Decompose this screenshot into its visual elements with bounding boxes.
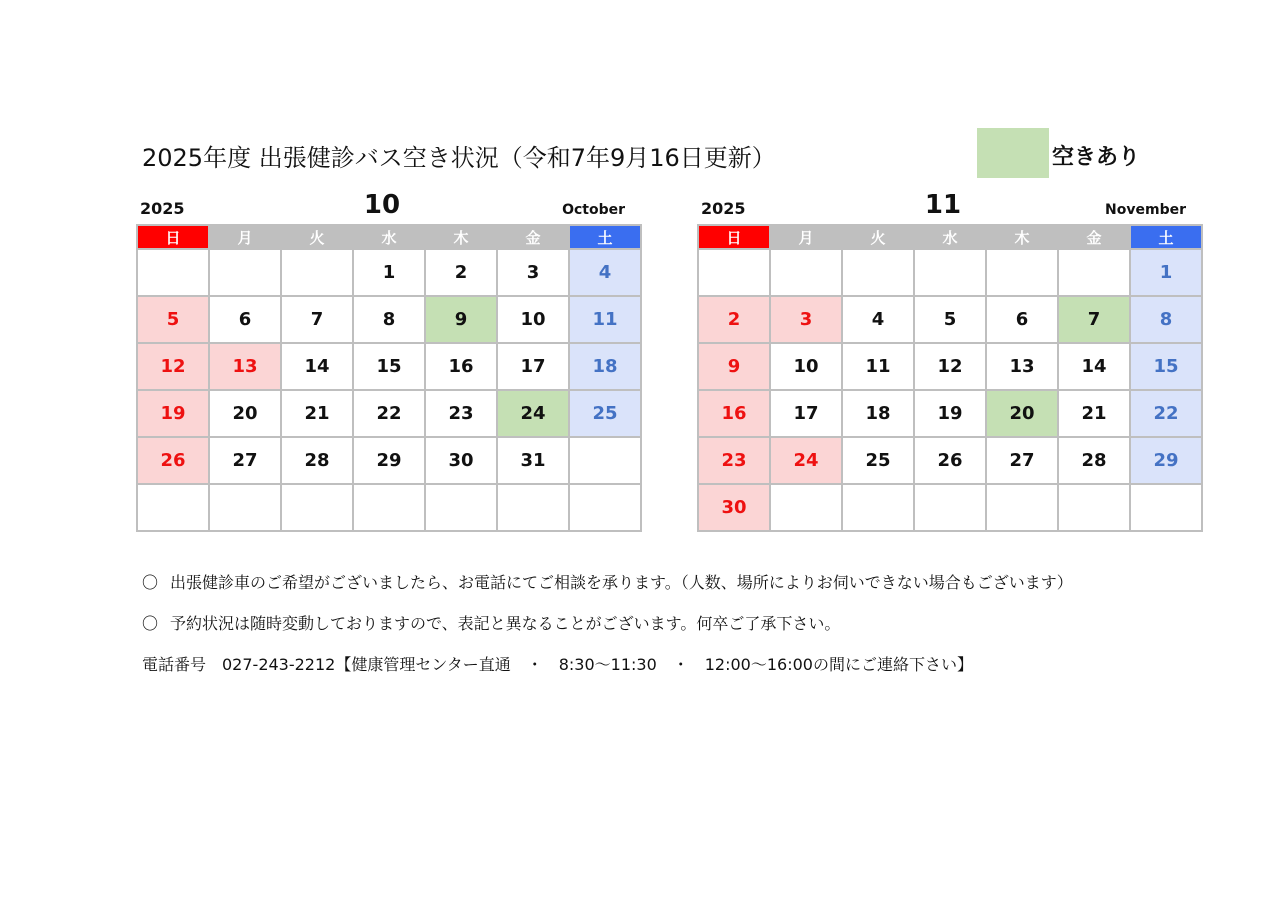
calendar-empty-cell bbox=[914, 484, 986, 531]
calendar-empty-cell bbox=[353, 484, 425, 531]
calendar-day: 1 bbox=[353, 249, 425, 296]
calendar-empty-cell bbox=[1058, 249, 1130, 296]
calendar-week-row bbox=[698, 249, 1202, 296]
contact-phone: 電話番号 027-243-2212【健康管理センター直通 ・ 8:30～11:30 ・ 12:00～16:00の間にご連絡下さい】 bbox=[142, 655, 973, 674]
calendar-day: 27 bbox=[986, 437, 1058, 484]
calendar-day: 21 bbox=[281, 390, 353, 437]
calendar-day: 16 bbox=[425, 343, 497, 390]
calendar-day: 29 bbox=[1130, 437, 1202, 484]
calendar-week-row bbox=[137, 249, 641, 296]
calendar-day: 4 bbox=[569, 249, 641, 296]
calendar-day: 18 bbox=[569, 343, 641, 390]
note-text: 出張健診車のご希望がございましたら、お電話にてご相談を承ります。（人数、場所によりお伺いできない場合もございます） bbox=[170, 573, 1073, 592]
calendar-day: 5 bbox=[137, 296, 209, 343]
calendar-day: 8 bbox=[353, 296, 425, 343]
calendar-day: 8 bbox=[1130, 296, 1202, 343]
calendar-empty-cell bbox=[497, 484, 569, 531]
calendar-day: 9 bbox=[425, 296, 497, 343]
calendar-day: 24 bbox=[770, 437, 842, 484]
calendar-day: 20 bbox=[209, 390, 281, 437]
calendar-week-row bbox=[137, 390, 641, 437]
calendar-day: 19 bbox=[137, 390, 209, 437]
calendar-october bbox=[136, 190, 628, 532]
calendar-empty-cell bbox=[569, 484, 641, 531]
legend-available-swatch bbox=[977, 128, 1049, 178]
calendar-empty-cell bbox=[770, 484, 842, 531]
calendar-year: 2025 bbox=[701, 199, 746, 218]
calendar-header bbox=[136, 190, 628, 224]
calendar-empty-cell bbox=[914, 249, 986, 296]
calendar-day: 11 bbox=[569, 296, 641, 343]
calendar-day: 26 bbox=[914, 437, 986, 484]
calendar-empty-cell bbox=[209, 484, 281, 531]
weekday-header: 木 bbox=[425, 225, 497, 249]
calendar-day: 23 bbox=[698, 437, 770, 484]
calendar-empty-cell bbox=[209, 249, 281, 296]
calendar-day: 21 bbox=[1058, 390, 1130, 437]
calendar-day: 4 bbox=[842, 296, 914, 343]
calendar-day: 22 bbox=[1130, 390, 1202, 437]
calendar-day: 15 bbox=[353, 343, 425, 390]
calendar-day: 18 bbox=[842, 390, 914, 437]
calendar-day: 17 bbox=[497, 343, 569, 390]
calendar-day: 14 bbox=[1058, 343, 1130, 390]
calendar-month-english: November bbox=[1105, 202, 1186, 218]
calendar-day: 22 bbox=[353, 390, 425, 437]
calendar-week-row bbox=[698, 484, 1202, 531]
calendar-empty-cell bbox=[569, 437, 641, 484]
bullet-circle-icon: 〇 bbox=[142, 614, 159, 633]
calendar-week-row bbox=[137, 296, 641, 343]
calendar-day: 7 bbox=[281, 296, 353, 343]
weekday-header: 木 bbox=[986, 225, 1058, 249]
calendar-day: 1 bbox=[1130, 249, 1202, 296]
calendar-day: 29 bbox=[353, 437, 425, 484]
calendar-day: 23 bbox=[425, 390, 497, 437]
calendar-empty-cell bbox=[986, 484, 1058, 531]
calendar-day: 26 bbox=[137, 437, 209, 484]
calendar-month: 11 bbox=[924, 190, 962, 220]
calendar-day: 5 bbox=[914, 296, 986, 343]
calendar-empty-cell bbox=[842, 484, 914, 531]
weekday-header: 金 bbox=[497, 225, 569, 249]
calendar-empty-cell bbox=[842, 249, 914, 296]
weekday-header: 金 bbox=[1058, 225, 1130, 249]
calendar-empty-cell bbox=[137, 484, 209, 531]
calendar-day: 12 bbox=[137, 343, 209, 390]
weekday-header: 日 bbox=[137, 225, 209, 249]
calendar-year: 2025 bbox=[140, 199, 185, 218]
calendar-day: 13 bbox=[209, 343, 281, 390]
calendar-day: 12 bbox=[914, 343, 986, 390]
calendar-day: 3 bbox=[497, 249, 569, 296]
calendar-day: 2 bbox=[698, 296, 770, 343]
calendar-day: 13 bbox=[986, 343, 1058, 390]
calendar-day: 17 bbox=[770, 390, 842, 437]
calendar-day: 14 bbox=[281, 343, 353, 390]
calendar-day: 2 bbox=[425, 249, 497, 296]
calendar-empty-cell bbox=[770, 249, 842, 296]
calendar-day: 28 bbox=[1058, 437, 1130, 484]
calendar-day: 6 bbox=[209, 296, 281, 343]
calendar-day: 20 bbox=[986, 390, 1058, 437]
calendar-empty-cell bbox=[425, 484, 497, 531]
page-title: 2025年度 出張健診バス空き状況（令和7年9月16日更新） bbox=[142, 144, 776, 172]
calendar-week-row bbox=[698, 296, 1202, 343]
legend-available-label: 空きあり bbox=[1052, 145, 1141, 170]
note-availability bbox=[142, 611, 840, 634]
weekday-header: 月 bbox=[770, 225, 842, 249]
calendar-week-row bbox=[698, 437, 1202, 484]
note-consultation bbox=[142, 570, 1073, 593]
calendar-day: 11 bbox=[842, 343, 914, 390]
weekday-header: 土 bbox=[1130, 225, 1202, 249]
calendar-empty-cell bbox=[281, 484, 353, 531]
calendar-day: 6 bbox=[986, 296, 1058, 343]
calendar-grid bbox=[697, 224, 1203, 532]
calendar-week-row bbox=[137, 437, 641, 484]
calendar-month-english: October bbox=[562, 202, 625, 218]
calendar-grid bbox=[136, 224, 642, 532]
calendar-week-row bbox=[698, 390, 1202, 437]
weekday-header: 火 bbox=[281, 225, 353, 249]
note-text: 予約状況は随時変動しておりますので、表記と異なることがございます。何卒ご了承下さい。 bbox=[170, 614, 841, 633]
calendar-november bbox=[697, 190, 1189, 532]
calendar-empty-cell bbox=[1130, 484, 1202, 531]
calendar-day: 30 bbox=[698, 484, 770, 531]
calendar-day: 3 bbox=[770, 296, 842, 343]
calendar-day: 19 bbox=[914, 390, 986, 437]
calendar-empty-cell bbox=[137, 249, 209, 296]
weekday-header: 月 bbox=[209, 225, 281, 249]
calendar-day: 15 bbox=[1130, 343, 1202, 390]
calendar-day: 10 bbox=[770, 343, 842, 390]
calendar-empty-cell bbox=[281, 249, 353, 296]
bullet-circle-icon: 〇 bbox=[142, 573, 159, 592]
calendar-empty-cell bbox=[986, 249, 1058, 296]
calendar-day: 9 bbox=[698, 343, 770, 390]
calendar-day: 25 bbox=[842, 437, 914, 484]
calendar-day: 30 bbox=[425, 437, 497, 484]
calendar-week-row bbox=[137, 484, 641, 531]
weekday-header: 土 bbox=[569, 225, 641, 249]
calendar-day: 27 bbox=[209, 437, 281, 484]
calendar-day: 10 bbox=[497, 296, 569, 343]
weekday-header: 水 bbox=[353, 225, 425, 249]
calendar-day: 31 bbox=[497, 437, 569, 484]
calendar-empty-cell bbox=[698, 249, 770, 296]
calendar-week-row bbox=[137, 343, 641, 390]
weekday-header: 日 bbox=[698, 225, 770, 249]
weekday-header-row bbox=[137, 225, 641, 249]
calendar-day: 24 bbox=[497, 390, 569, 437]
calendar-day: 7 bbox=[1058, 296, 1130, 343]
calendar-day: 25 bbox=[569, 390, 641, 437]
weekday-header-row bbox=[698, 225, 1202, 249]
calendar-empty-cell bbox=[1058, 484, 1130, 531]
weekday-header: 水 bbox=[914, 225, 986, 249]
calendar-header bbox=[697, 190, 1189, 224]
calendar-day: 16 bbox=[698, 390, 770, 437]
weekday-header: 火 bbox=[842, 225, 914, 249]
calendar-day: 28 bbox=[281, 437, 353, 484]
calendar-week-row bbox=[698, 343, 1202, 390]
calendar-month: 10 bbox=[363, 190, 401, 220]
